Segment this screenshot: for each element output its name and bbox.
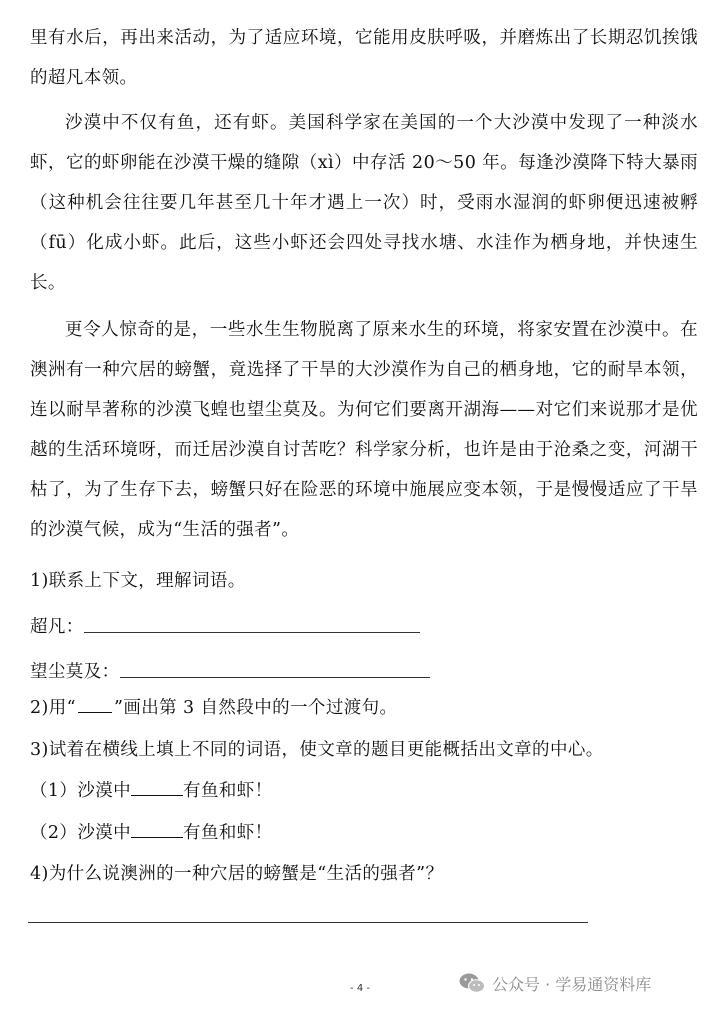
q3-item-2-suffix: 有鱼和虾！ — [183, 823, 273, 843]
q3-item-1 — [30, 777, 273, 805]
q3-item-2-blank[interactable] — [131, 821, 183, 838]
watermark — [458, 968, 651, 998]
watermark-text: 公众号 · 学易通资料库 — [492, 974, 652, 994]
question-4: 4)为什么说澳洲的一种穴居的螃蟹是“生活的强者”？ — [30, 864, 444, 884]
page-number: - 4 - — [350, 983, 370, 994]
wechat-icon — [458, 972, 486, 994]
q3-item-1-suffix: 有鱼和虾！ — [183, 781, 273, 801]
q4-answer-line[interactable] — [28, 922, 588, 923]
q2-suffix: ”画出第 3 自然段中的一个过渡句。 — [114, 698, 398, 718]
q3-item-1-blank[interactable] — [131, 779, 183, 796]
q1-word-wangchenmoji-answer-line[interactable] — [120, 677, 430, 678]
q1-word-chaofan-label: 超凡： — [30, 617, 84, 637]
question-3: 3)试着在横线上填上不同的词语，使文章的题目更能概括出文章的中心。 — [30, 740, 604, 760]
passage-paragraph-crab: 更令人惊奇的是，一些水生生物脱离了原来水生的环境，将家安置在沙漠中。在澳洲有一种穴居的螃蟹，竟选择了干旱的大沙漠作为自己的栖身地，它的耐旱本领，连以耐旱著称的沙漠飞蝗也望尘莫及。为何它们要离开湖海——对它们来说那才是优越的生活环境呀，而迁居沙漠自讨苦吃？科学家分析，也许是由于沧桑之变，河湖干枯了，为了生存下去，螃蟹只好在险恶的环境中施展应变本领，于是慢慢适应了干旱的沙漠气候，成为“生活的强者”。 — [30, 320, 698, 540]
q2-underline-symbol — [78, 696, 112, 713]
q3-item-2-prefix: （2）沙漠中 — [30, 823, 132, 843]
passage-paragraph-shrimp: 沙漠中不仅有鱼，还有虾。美国科学家在美国的一个大沙漠中发现了一种淡水虾，它的虾卵能在沙漠干燥的缝隙（xì）中存活 20～50 年。每逢沙漠降下特大暴雨（这种机会往往要几年甚至几十年才遇上一次）时，受雨水湿润的虾卵便迅速被孵（fū）化成小虾。此后，这些小虾还会四处寻找水塘、水洼作为栖身地，并快速生长。 — [30, 113, 698, 293]
q1-word-chaofan-answer-line[interactable] — [84, 632, 420, 633]
q3-item-2 — [30, 819, 273, 847]
question-1: 1)联系上下文，理解词语。 — [30, 571, 246, 591]
q2-prefix: 2)用“ — [30, 698, 77, 718]
q3-item-1-prefix: （1）沙漠中 — [30, 781, 132, 801]
passage-paragraph-continued: 里有水后，再出来活动，为了适应环境，它能用皮肤呼吸，并磨炼出了长期忍饥挨饿的超凡本领。 — [30, 28, 698, 88]
q1-word-wangchenmoji-label: 望尘莫及： — [30, 662, 120, 682]
question-2 — [30, 694, 397, 722]
